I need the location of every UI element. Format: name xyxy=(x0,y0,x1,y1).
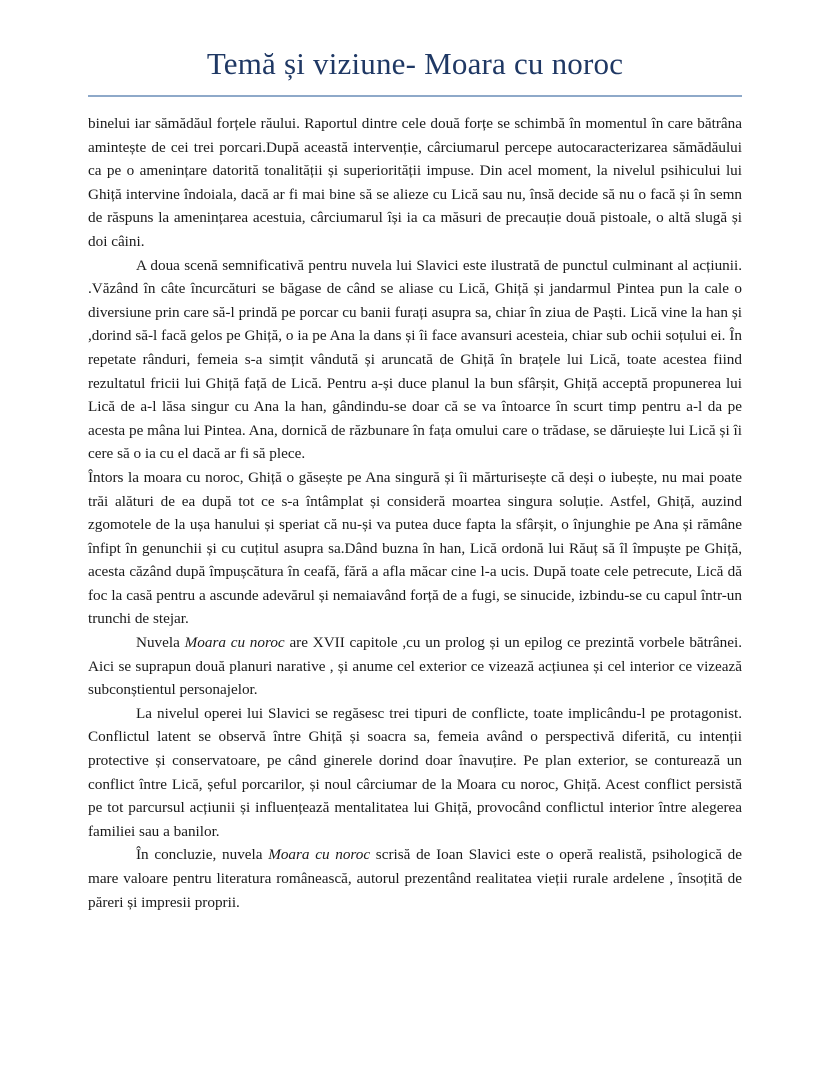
text-run: La nivelul operei lui Slavici se regăsesc trei tipuri de conflicte, toate implicându-l pe protagonist. Conflictul latent se observă între Ghiță și soacra sa, femeia având o perspectivă diferită, cu intenții protective și conservatoare, pe când ginerele dorind doar înavuțire. Pe plan exterior, se conturează un conflict între Lică, șeful porcarilor, și noul cârciumar de la Moara cu noroc, Ghiță. Acest conflict persistă pe tot parcursul acțiunii și influențează mentalitatea lui Ghiță, provocând conflictul interior între alegerea familiei sau a banilor. xyxy=(88,704,742,840)
text-run: binelui iar sămădăul forțele răului. Raportul dintre cele două forțe se schimbă în momentul în care bătrâna amintește de cei trei porcari.După această intervenție, cârciumarul percepe autocaracterizarea sămădăului ca pe o amenințare datorită tonalității și superiorității impuse. Din acel moment, la nivelul psihicului lui Ghiță intervine îndoiala, dacă ar fi mai bine să se alieze cu Lică sau nu, însă decide să nu o facă și în semn de răspuns la amenințarea acestuia, cârciumarul își ia ca măsuri de precauție două pistoale, o altă slugă și doi câini. xyxy=(88,115,742,250)
text-run: Nuvela xyxy=(136,634,185,652)
document-header xyxy=(88,46,742,97)
title-divider xyxy=(88,95,742,97)
text-run: are XVII capitole ,cu un prolog și un epilog ce prezintă vorbele bătrânei. Aici se suprapun două planuri narative , și anume cel exterior ce vizează acțiunea și cel interior ce vizează subconștientul personajelor. xyxy=(88,634,743,699)
text-run: A doua scenă semnificativă pentru nuvela lui Slavici este ilustrată de punctul culminant al acțiunii. .Văzând în câte încurcături se băgase de când se aliase cu Lică, Ghiță și jandarmul Pintea pun la cale o diversiune prin care să-l prindă pe porcar cu banii furați asupra sa, chiar în ziua de Paști. Lică vine la han și ,dorind să-l facă gelos pe Ghiță, o ia pe Ana la dans și îi face avansuri acesteia, chiar sub ochii soțului ei. În repetate rânduri, femeia s-a simțit vândută și aruncată de Ghiță în brațele lui Lică, toate acestea fiind rezultatul fricii lui Ghiță față de Lică. Pentru a-și duce planul la bun sfârșit, Ghiță acceptă propunerea lui Lică de a-l lăsa singur cu Ana la han, gândindu-se doar că se va întoarce în scurt timp pentru a-l da pe acesta pe mâna lui Pintea. Ana, dornică de răzbunare în fața omului care o trădase, se dăruiește lui Lică și îi cere să o ia cu el dacă ar fi să plece. xyxy=(88,256,742,463)
text-run: scrisă de Ioan Slavici este o operă realistă, psihologică de mare valoare pentru literatura românească, autorul prezentând realitatea vieții rurale ardelene , însoțită de păreri și impresii proprii. xyxy=(88,846,742,911)
page-title: Temă și viziune- Moara cu noroc xyxy=(206,46,624,81)
document-body xyxy=(88,112,742,914)
paragraph-5 xyxy=(88,702,742,844)
paragraph-4 xyxy=(88,631,742,702)
paragraph-3 xyxy=(88,466,742,631)
work-title-italic: Moara cu noroc xyxy=(268,846,371,864)
text-run: Întors la moara cu noroc, Ghiță o găsește pe Ana singură și îi mărturisește că deși o iubește, nu mai poate trăi alături de ea după tot ce s-a întâmplat și consideră moartea singura soluție. Astfel, Ghiță, auzind zgomotele de la ușa hanului și speriat că nu-și va putea duce fapta la sfârșit, o înjunghie pe Ana și rămâne înfipt în genunchii și cu cuțitul asupra sa.Dând buzna în han, Lică ordonă lui Răuț să îl împuște pe Ghiță, acesta căzând după împușcătura în ceafă, fără a afla măcar cine l-a ucis. După toate cele petrecute, Lică dă foc la casă pentru a ascunde adevărul și nemaiavând forță de a fugi, se sinucide, izbindu-se cu capul într-un trunchi de stejar. xyxy=(88,468,742,628)
work-title-italic: Moara cu noroc xyxy=(184,634,285,652)
paragraph-1 xyxy=(88,112,742,254)
text-run: În concluzie, nuvela xyxy=(136,846,269,864)
paragraph-6 xyxy=(88,843,742,914)
paragraph-2 xyxy=(88,254,742,466)
